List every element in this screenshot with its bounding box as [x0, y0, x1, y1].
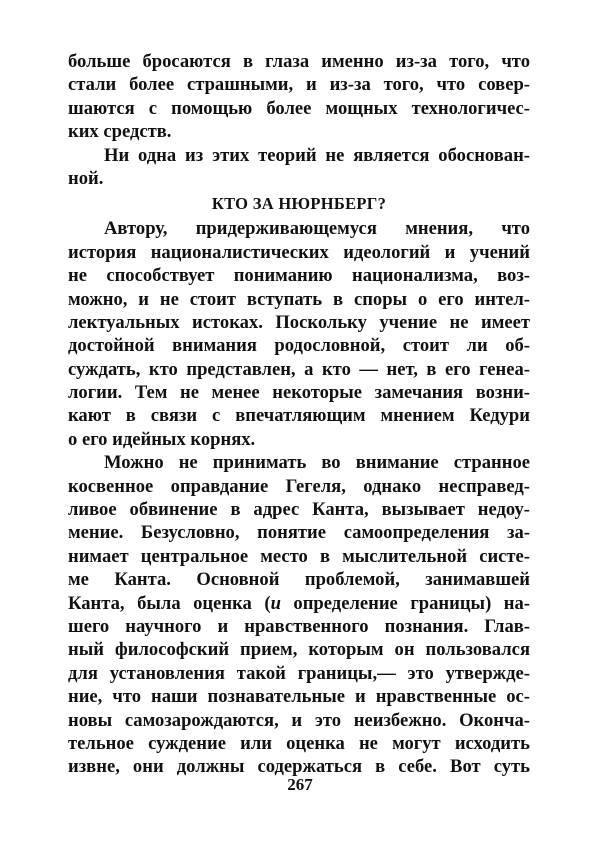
text-line: лектуальных истоках. Поскольку учение не имеет [68, 311, 530, 333]
text-line: ный философский прием, которым он пользовался [68, 639, 530, 661]
text-line: Ни одна из этих теорий не является обоснован- [104, 144, 530, 166]
text-line: ной. [68, 167, 104, 189]
text-line: логии. Тем не менее некоторые замечания возни- [68, 382, 530, 404]
text-line: достойной внимания родословной, стоит ли об- [68, 335, 530, 357]
text-line: суждать, кто представлен, а кто — нет, в его генеа- [68, 358, 530, 380]
text-line: можно, и не стоит вступать в споры о его интел- [68, 288, 530, 310]
text-line: Автору, придерживающемуся мнения, что [104, 218, 530, 240]
text-line: извне, они должны содержаться в себе. Вот суть [68, 756, 530, 778]
text-line: косвенное оправдание Гегеля, однако несправед- [68, 475, 530, 497]
paragraph-author [68, 217, 530, 451]
text-line: нимает центральное место в мыслительной систе- [68, 545, 530, 567]
book-page-text [68, 50, 530, 779]
section-heading: КТО ЗА НЮРНБЕРГ? [211, 194, 387, 214]
text-line: шаются с помощью более мощных технологичес- [68, 97, 530, 119]
paragraph-continuation [68, 50, 530, 144]
text-line [68, 592, 530, 615]
italic-word: и [270, 592, 281, 614]
text-line: мение. Безусловно, понятие самоопределения за- [68, 522, 530, 544]
text-line: для установления такой границы,— это утвержде- [68, 662, 530, 684]
text-segment: определение границы) на- [280, 592, 530, 614]
text-segment: Канта, была оценка ( [68, 592, 271, 614]
text-line: Можно не принимать во внимание странное [104, 452, 530, 474]
page-number: 267 [287, 775, 313, 794]
text-line: стали более страшными, и из-за того, что совер- [68, 74, 530, 96]
text-line: тельное суждение или оценка не могут исходить [68, 732, 530, 754]
paragraph-theories [68, 144, 530, 191]
text-line: история националистических идеологий и учений [68, 241, 530, 263]
text-line: о его идейных корнях. [68, 428, 256, 450]
paragraph-kant [68, 451, 530, 778]
text-line: кают в связи с впечатляющим мнением Кедури [68, 405, 530, 427]
text-line: ние, что наши познавательные и нравственные ос- [68, 686, 530, 708]
text-line: шего научного и нравственного познания. Глав- [68, 615, 530, 637]
text-line: новы самозарождаются, и это неизбежно. Оконча- [68, 709, 530, 731]
text-line: ливое обвинение в адрес Канта, вызывает недоу- [68, 499, 530, 521]
text-line: не способствует пониманию национализма, воз- [68, 265, 530, 287]
text-line: ме Канта. Основной проблемой, занимавшей [68, 569, 530, 591]
text-line: больше бросаются в глаза именно из-за того, что [68, 51, 530, 72]
text-line: ких средств. [68, 121, 172, 143]
